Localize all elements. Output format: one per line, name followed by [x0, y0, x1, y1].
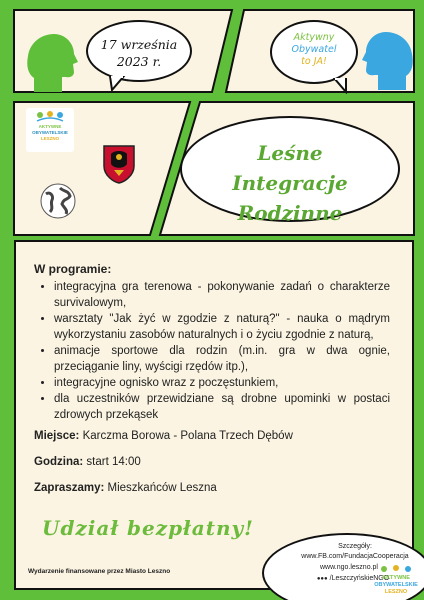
invite-value: Mieszkańców Leszna — [107, 482, 217, 494]
green-head-icon — [24, 30, 78, 94]
contact-fb-link[interactable]: www.FB.com/FundacjaCooperacja — [301, 553, 409, 560]
social-icons: ●●● — [316, 576, 328, 582]
contact-web-link[interactable]: www.ngo.leszno.pl — [320, 564, 378, 571]
aktywne-line-1: AKTYWNE — [38, 124, 62, 129]
program-section — [34, 262, 390, 423]
aktywne-small-logo — [368, 565, 424, 596]
aktywne-line-2: OBYWATELSKIE — [32, 130, 68, 135]
slogan-bubble-tail — [330, 78, 350, 94]
title-line-1: Leśne — [257, 141, 323, 165]
event-date: 17 września 2023 r. — [100, 37, 178, 69]
aktywne-small-line-2: OBYWATELSKIE — [374, 582, 418, 588]
blue-head-icon — [362, 28, 414, 92]
slogan-line-2: Obywatel — [291, 44, 337, 55]
aktywne-small-line-1: AKTYWNE — [382, 575, 410, 581]
globe-logo-icon — [38, 182, 78, 220]
invite-line — [34, 482, 217, 494]
time-label: Godzina: — [34, 456, 84, 468]
slogan-line-1: Aktywny — [293, 32, 335, 43]
program-item: • animacje sportowe dla rodzin (m.in. gra w dwa ognie, przeciąganie liny, wyścigi rzędów itp.), — [54, 343, 390, 375]
program-item: • integracyjne ognisko wraz z poczęstunkiem, — [54, 375, 390, 391]
place-line — [34, 430, 293, 442]
place-value: Karczma Borowa - Polana Trzech Dębów — [82, 430, 293, 442]
title-line-2: Integracje Rodzinne — [232, 171, 348, 225]
invite-label: Zapraszamy: — [34, 482, 105, 494]
free-entry-text: Udział bezpłatny! — [42, 516, 254, 540]
aktywne-line-3: LESZNO — [40, 136, 60, 141]
program-list — [34, 279, 390, 423]
time-value: start 14:00 — [86, 456, 141, 468]
program-item: • warsztaty "Jak żyć w zgodzie z naturą?" - nauka o mądrym wykorzystaniu zasobów naturalnych i o życiu zgodnie z naturą, — [54, 311, 390, 343]
contact-title: Szczegóły: — [338, 543, 372, 550]
date-bubble — [86, 20, 192, 82]
date-bubble-tail — [108, 76, 128, 92]
slogan-bubble — [270, 20, 358, 84]
slogan-text — [272, 32, 356, 68]
program-heading: W programie: — [34, 262, 112, 276]
slogan-line-3: to JA! — [301, 56, 327, 67]
aktywne-logo-icon — [35, 111, 65, 123]
program-item: • integracyjna gra terenowa - pokonywanie zadań o charakterze survivalowym, — [54, 279, 390, 311]
contact-social-handle: /LeszczyńskieNGO — [329, 575, 390, 582]
time-line — [34, 456, 141, 468]
program-item: • dla uczestników przewidziane są drobne upominki w postaci zdrowych przekąsek — [54, 391, 390, 423]
funding-note: Wydarzenie finansowane przez Miasto Leszno — [28, 568, 171, 575]
aktywne-small-line-3: LESZNO — [384, 589, 408, 595]
aktywne-logo — [26, 108, 74, 152]
aktywne-small-logo-icon — [376, 565, 416, 575]
leszno-coat-of-arms-icon — [102, 144, 136, 184]
place-label: Miejsce: — [34, 430, 80, 442]
title-bubble — [180, 116, 400, 225]
event-title — [182, 138, 398, 228]
